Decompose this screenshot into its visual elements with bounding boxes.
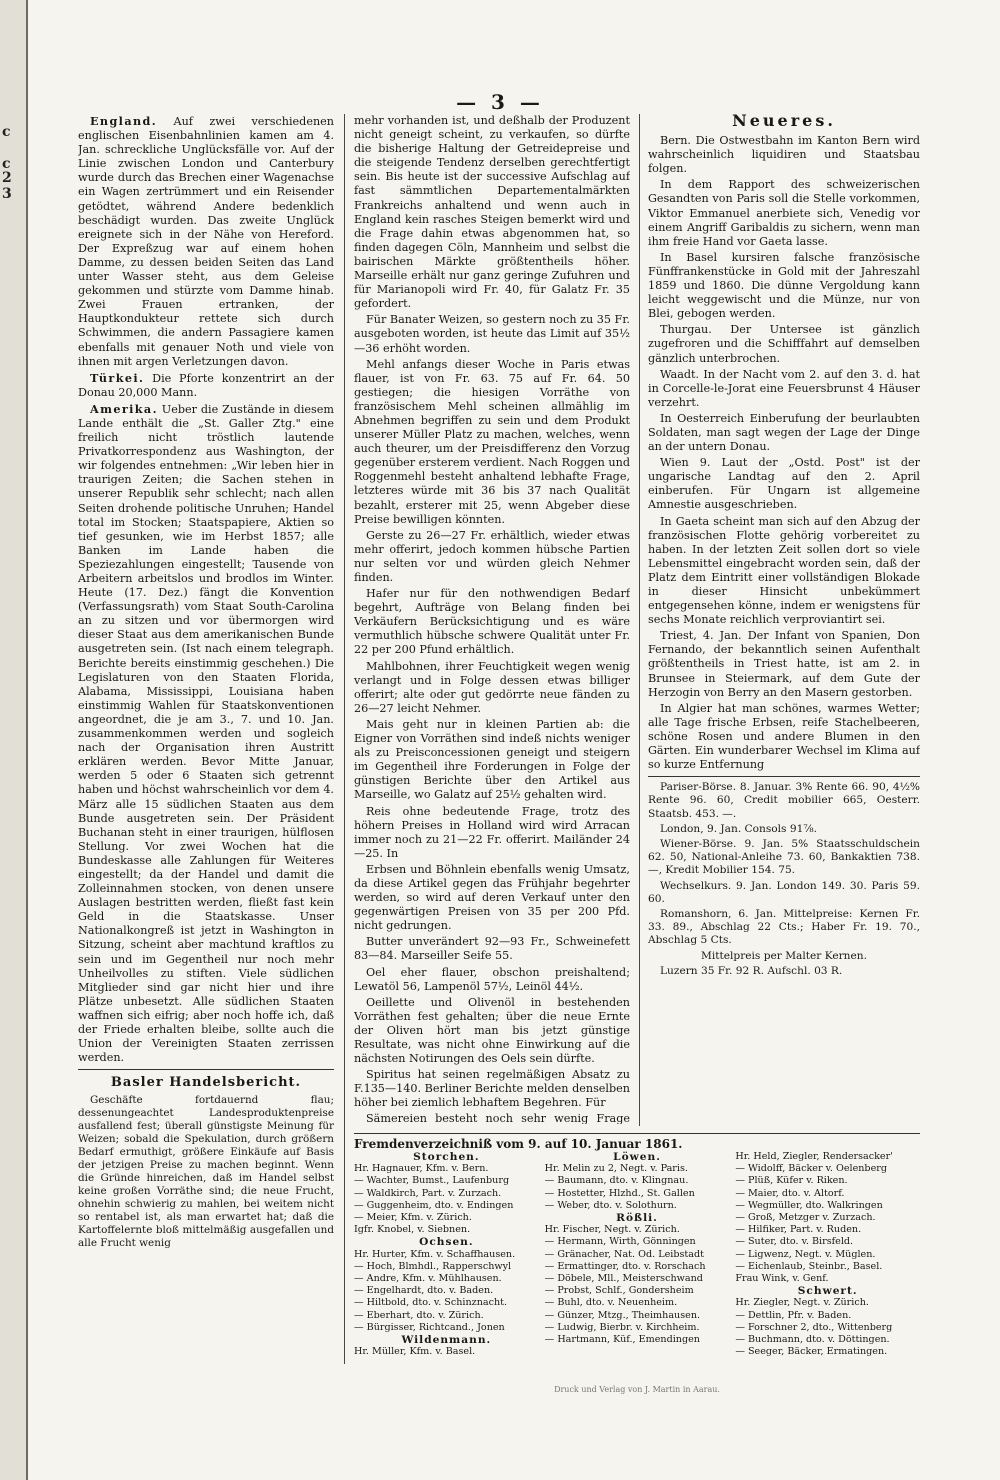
news-paragraph: Wien 9. Laut der „Ostd. Post" ist der ungarische Landtag auf den 2. April einberufen. Für Ungarn ist allgemeine Amnestie ausgeschrieben.	[648, 456, 920, 512]
guest-entry: Frau Wink, v. Genf.	[735, 1273, 829, 1285]
news-paragraph: In Algier hat man schönes, warmes Wetter; alle Tage frische Erbsen, reife Stachelbeeren, schöne Rosen und andere Blumen in den Gärten. Ein wunderbarer Wechsel im Klima auf so kurze Entfernung	[648, 701, 920, 772]
gutter-mark: 3	[2, 186, 12, 202]
guest-entry: Igfr. Knobel, v. Siebnen.	[354, 1224, 471, 1236]
guest-list-column	[354, 1151, 539, 1358]
guest-entry: — Hilfiker, Part. v. Ruden.	[735, 1224, 862, 1236]
section-heading: England.	[90, 114, 158, 128]
guest-entry: — Groß, Metzger v. Zurzach.	[735, 1212, 876, 1224]
market-paragraph: Für Banater Weizen, so gestern noch zu 35 Fr. ausgeboten worden, ist heute das Limit auf 35½—36 erhöht worden.	[354, 313, 630, 355]
news-paragraph: In Oesterreich Einberufung der beurlaubten Soldaten, man sagt wegen der Lage der Dinge an der untern Donau.	[648, 411, 920, 454]
market-paragraph: Sämereien besteht noch sehr wenig Frage	[366, 1112, 630, 1124]
news-paragraph: Triest, 4. Jan. Der Infant von Spanien, Don Fernando, der bekanntlich seinen Aufenthalt größtentheils in Triest hatte, ist am 2. in Brunsee in Steiermark, auf dem Gute der Herzogin von Berry an den Masern gestorben.	[648, 629, 920, 699]
news-paragraph: In Gaeta scheint man sich auf den Abzug der französischen Flotte gehörig vorbereitet zu haben. In der letzten Zeit sollen dort so viele Lebensmittel eingebracht worden sein, daß der Platz dem Eintritt einer vollständigen Blokade in dieser Hinsicht unbekümmert entgegensehen könne, indem er wenigstens für sechs Monate reichlich verproviantirt sei.	[648, 514, 920, 627]
exchange-report: Pariser-Börse. 8. Januar. 3% Rente 66. 90, 4½% Rente 96. 60, Credit mobilier 665, Oesterr. Staatsb. 453. —.	[648, 781, 920, 820]
news-paragraph: In dem Rapport des schweizerischen Gesandten von Paris soll die Stelle vorkommen, Viktor Emmanuel anerbiete sich, Venedig vor einem Angriff Garibaldis zu sichern, wenn man ihm freie Hand vor Gaeta lasse.	[648, 178, 920, 248]
market-paragraph: Butter unverändert 92—93 Fr., Schweinefett 83—84. Marseiller Seife 55.	[354, 935, 630, 963]
guest-list-column	[545, 1151, 730, 1358]
guest-entry: — Engelhardt, dto. v. Baden.	[354, 1285, 494, 1297]
guest-entry: — Probst, Schlf., Gondersheim	[544, 1285, 694, 1297]
market-paragraph: Reis ohne bedeutende Frage, trotz des höhern Preises in Holland wird wird Arracan immer noch zu 21—22 Fr. offerirt. Mailänder 24—25. In	[354, 804, 630, 860]
column-rule	[344, 114, 345, 1364]
exchange-report: Luzern 35 Fr. 92 R. Aufschl. 03 R.	[660, 964, 843, 977]
market-paragraph: mehr vorhanden ist, und deßhalb der Produzent nicht geneigt scheint, zu verkaufen, so dürfte die bisherige Haltung der Getreidepreise und die steigende Tendenz derselben gerechtfertigt sein. Bis heute ist der successive Aufschlag auf fast sämmtlichen Departementalmärkten Frankreichs anhaltend und wenn auch in England kein rasches Steigen bemerkt wird und die Frage dahin etwas abgenommen hat, so finden dagegen Cöln, Mannheim und selbst die bairischen Märkte größtentheils höher. Marseille erhält nur ganz geringe Zufuhren und für Marianopoli wird Fr. 40, für Galatz Fr. 35 gefordert.	[354, 114, 630, 311]
neueres-heading: Neueres.	[732, 114, 836, 130]
market-paragraph: Hafer nur für den nothwendigen Bedarf begehrt, Aufträge von Belang finden bei Verkäufern Berücksichtigung und es wäre vermuthlich hübsche schwere Qualität unter Fr. 22 per 200 Pfund erhältlich.	[354, 587, 630, 657]
news-paragraph: Thurgau. Der Untersee ist gänzlich zugefroren und die Schifffahrt auf demselben gänzlich unterbrochen.	[648, 323, 920, 365]
guest-entry: Hr. Held, Ziegler, Rendersacker'	[735, 1151, 893, 1162]
guest-entry: — Eberhart, dto. v. Zürich.	[354, 1309, 484, 1321]
guest-entry: — Eichenlaub, Steinbr., Basel.	[735, 1260, 883, 1272]
article-text: Ueber die Zustände in diesem Lande enthält die „St. Galler Ztg." eine freilich nicht tröstlich lautende Privatkorrespondenz aus Washington, der wir folgendes entnehmen: „Wir leben hier in traurigen Zeiten; die Sachen stehen in unserer Republik sehr schlecht; nach allen Seiten drohende politische Unruhen; Handel total im Stocken; Staatspapiere, Aktien so tief gesunken, wie im Herbst 1857; alle Banken im Lande haben die Speziezahlungen eingestellt; Tausende von Arbeitern arbeitslos und brodlos im Winter. Heute (17. Dez.) fängt die Konvention (Verfassungsrath) vom Staat South-Carolina an zu sitzen und vor übermorgen wird dieser Staat aus dem amerikanischen Bunde ausgetreten sein. (Ist nach einem telegraph. Berichte bereits einstimmig geschehen.) Die Legislaturen von den Staaten Florida, Alabama, Mississippi, Louisiana haben einstimmig Wahlen für Staatskonventionen angeordnet, die je am 3., 7. und 10. Jan. zusammenkommen werden und sogleich nach der Organisation ihren Austritt erklären werden. Bevor Mitte Januar, werden 5 oder 6 Staaten sich getrennt haben und höchst wahrscheinlich vor dem 4. März alle 15 südlichen Staaten aus dem Bunde ausgetreten sein. Der Präsident Buchanan steht in einer traurigen, hülflosen Stellung. Vor zwei Wochen hat die Bundeskasse alle Zahlungen für Weiteres eingestellt; da der Handel und damit die Zolleinnahmen stocken, von denen unsere Auslagen bestritten werden, fließt fast kein Geld in die Staatskasse. Unser Nationalkongreß ist jetzt in Washington in Sitzung, scheint aber machtund kraftlos zu sein und im Gegentheil nur noch mehr Unheilvolles zu stiften. Viele südlichen Mitglieder sind gar nicht hier und ihre Plätze unbesetzt. Alle südlichen Staaten waffnen sich eifrig; aber noch hoffe ich, daß der Friede erhalten bleibe, sollte auch die Union der Vereinigten Staaten zerrissen werden.	[78, 402, 334, 1065]
page-number: — 3 —	[456, 90, 544, 114]
guest-entry: — Günzer, Mtzg., Theimhausen.	[544, 1309, 701, 1321]
article-text: Auf zwei verschiedenen englischen Eisenbahnlinien kamen am 4. Jan. schreckliche Unglücksfälle vor. Auf der Linie zwischen London und Canterbury wurde durch das Brechen einer Wagenachse ein Wagen zertrümmert und ein Reisender getödtet, während Andere bedenklich beschädigt wurden. Das zweite Unglück ereignete sich in der Nähe von Hereford. Der Expreßzug war auf einem hohen Damme, zu dessen beiden Seiten das Land unter Wasser steht, aus dem Geleise gekommen und stürzte vom Damme hinab. Zwei Frauen ertranken, der Hauptkondukteur rettete sich durch Schwimmen, die andern Passagiere kamen ebenfalls mit genauer Noth und viele von ihnen mit argen Verletzungen davon.	[78, 115, 334, 368]
news-paragraph: Waadt. In der Nacht vom 2. auf den 3. d. hat in Corcelle-le-Jorat eine Feuersbrunst 4 Häuser verzehrt.	[648, 367, 920, 409]
guest-entry: — Waldkirch, Part. v. Zurzach.	[354, 1187, 502, 1199]
guest-entry: — Hostetter, Hlzhd., St. Gallen	[544, 1187, 695, 1199]
guest-entry: — Hoch, Blmhdl., Rapperschwyl	[354, 1260, 512, 1272]
guest-entry: — Seeger, Bäcker, Ermatingen.	[735, 1346, 888, 1358]
guest-entry: — Suter, dto. v. Birsfeld.	[735, 1236, 854, 1248]
basler-handelsbericht-heading: Basler Handelsbericht.	[78, 1069, 334, 1090]
guest-list	[354, 1133, 920, 1379]
market-paragraph: Mais geht nur in kleinen Partien ab: die Eigner von Vorräthen sind indeß nichts weniger als zu Preisconcessionen geneigt und steigern im Gegentheil ihre Forderungen in Folge der günstigen Berichte über den Artikel aus Marseille, wo Galatz auf 25½ gehalten wird.	[354, 717, 630, 802]
guest-entry: — Buchmann, dto. v. Döttingen.	[735, 1334, 890, 1346]
guest-entry: — Andre, Kfm. v. Mühlhausen.	[354, 1273, 502, 1285]
section-heading: Türkei.	[90, 370, 145, 385]
guest-entry: — Widolff, Bäcker v. Oelenberg	[735, 1163, 887, 1175]
market-paragraph: Mehl anfangs dieser Woche in Paris etwas flauer, ist von Fr. 63. 75 auf Fr. 64. 50 gestiegen; die hiesigen Vorräthe von französischem Mehl scheinen allmählig im Abnehmen begriffen zu sein und dem Produkt unserer Müller Platz zu machen, welches, wenn auch theurer, um der Preisdifferenz den Vorzug gegenüber ersterem verdient. Nach Roggen und Roggenmehl besteht anhaltend lebhafte Frage, letzteres würde mit 36 bis 37 nach Qualität bezahlt, ersterer mit 25, wenn Abgeber diese Preise bewilligen könnten.	[354, 357, 630, 526]
divider	[648, 776, 920, 777]
guest-entry: — Hartmann, Küf., Emendingen	[544, 1334, 700, 1346]
guest-entry: — Gränacher, Nat. Od. Leibstadt	[544, 1248, 704, 1260]
market-paragraph: Gerste zu 26—27 Fr. erhältlich, wieder etwas mehr offerirt, jedoch kommen hübsche Partien nur selten vor und würden gleich Nehmer finden.	[354, 528, 630, 584]
exchange-report: Wechselkurs. 9. Jan. London 149. 30. Paris 59. 60.	[648, 879, 920, 905]
hotel-heading: Storchen.	[413, 1151, 480, 1163]
gutter-mark: c	[2, 156, 11, 172]
guest-entry: — Hermann, Wirth, Gönningen	[544, 1236, 696, 1248]
column-rule	[639, 114, 640, 1126]
tuerkei-article	[78, 371, 334, 400]
exchange-report: London, 9. Jan. Consols 91⅞.	[660, 822, 817, 835]
guest-entry: — Weber, dto. v. Solothurn.	[544, 1199, 677, 1211]
market-paragraph: Spiritus hat seinen regelmäßigen Absatz zu F.135—140. Berliner Berichte melden denselben höher bei ziemlich lebhaftem Begehren. Für	[354, 1068, 630, 1110]
guest-entry: Hr. Ziegler, Negt. v. Zürich.	[735, 1297, 869, 1309]
england-article	[78, 114, 334, 369]
hotel-heading: Rößli.	[616, 1212, 658, 1225]
guest-entry: — Dettlin, Pfr. v. Baden.	[735, 1309, 852, 1321]
guest-entry: — Forschner 2, dto., Wittenberg	[735, 1321, 893, 1333]
market-paragraph: Erbsen und Böhnlein ebenfalls wenig Umsatz, da diese Artikel gegen das Frühjahr begehrter werden, so wird auf deren Verkauf unter den gegenwärtigen Preisen von 35 per 200 Pfd. nicht gedrungen.	[354, 862, 630, 933]
column-3	[648, 114, 920, 1124]
article-text: Die Pforte konzentrirt an der Donau 20,000 Mann.	[78, 371, 334, 399]
market-paragraph: Oel eher flauer, obschon preishaltend; Lewatöl 56, Lampenöl 57½, Leinöl 44½.	[354, 965, 630, 993]
guest-entry: — Hiltbold, dto. v. Schinznacht.	[354, 1297, 508, 1309]
guest-entry: — Wachter, Bumst., Laufenburg	[354, 1175, 510, 1187]
guest-entry: — Döbele, Mll., Meisterschwand	[544, 1273, 703, 1285]
news-paragraph: Bern. Die Ostwestbahn im Kanton Bern wird wahrscheinlich liquidiren und Staatsbau folgen.	[648, 134, 920, 176]
hotel-heading: Ochsen.	[419, 1236, 474, 1249]
exchange-report: Wiener-Börse. 9. Jan. 5% Staatsschuldschein 62. 50, National-Anleihe 73. 60, Bankaktien 738. —, Kredit Mobilier 154. 75.	[648, 838, 920, 877]
market-paragraph: Mahlbohnen, ihrer Feuchtigkeit wegen wenig verlangt und in Folge dessen etwas billiger offerirt; alte oder gut gedörrte neue fänden zu 26—27 leicht Nehmer.	[354, 659, 630, 715]
guest-entry: — Wegmüller, dto. Walkringen	[735, 1199, 883, 1211]
exchange-report: Romanshorn, 6. Jan. Mittelpreise: Kernen Fr. 33. 89., Abschlag 22 Cts.; Haber Fr. 19. 70., Abschlag 5 Cts.	[648, 908, 920, 947]
guest-entry: Hr. Hagnauer, Kfm. v. Bern.	[354, 1163, 489, 1175]
hotel-heading: Wildenmann.	[401, 1334, 492, 1347]
basler-handelsbericht-text: Geschäfte fortdauernd flau; dessenungeachtet Landesproduktenpreise ausfallend fest; überall günstigste Meinung für Weizen; sobald die Spekulation, durch größern Bedarf ermuthigt, größere Einkäufe auf Basis der jetzigen Preise zu machen beginnt. Wenn die Gründe hinreichen, daß im Handel selbst keine großen Vorräthe sind; die neue Frucht, ohnehin schwierig zu mahlen, bei weitem nicht so rentabel ist, als man erwartet hat; daß die Kartoffelernte bloß mittelmäßig ausgefallen und alle Frucht wenig	[78, 1094, 334, 1250]
hotel-heading: Schwert.	[797, 1285, 858, 1298]
market-paragraph: Oeillette und Olivenöl in bestehenden Vorräthen fest gehalten; über die neue Ernte der Oliven hört man bis jetzt günstige Resultate, was nicht ohne Einwirkung auf die nächsten Notirungen des Oels sein dürfte.	[354, 995, 630, 1066]
gutter-mark: 2	[2, 170, 12, 186]
guest-list-column	[735, 1151, 920, 1358]
column-2	[354, 114, 630, 1124]
guest-entry: Hr. Fischer, Negt. v. Zürich.	[544, 1224, 680, 1236]
guest-entry: Hr. Müller, Kfm. v. Basel.	[354, 1346, 476, 1358]
guest-entry: — Ligwenz, Negt. v. Müglen.	[735, 1248, 876, 1260]
guest-entry: — Buhl, dto. v. Neuenheim.	[544, 1297, 678, 1309]
column-1	[78, 114, 334, 1374]
guest-entry: — Meier, Kfm. v. Zürich.	[354, 1212, 472, 1224]
section-heading: Amerika.	[90, 401, 158, 416]
guest-entry: Hr. Hurter, Kfm. v. Schaffhausen.	[354, 1248, 516, 1260]
guest-entry: — Ermattinger, dto. v. Rorschach	[544, 1260, 706, 1272]
news-paragraph: In Basel kursiren falsche französische Fünffrankenstücke in Gold mit der Jahreszahl 1859 und 1860. Die dünne Vergoldung kann leicht weggewischt und die Münze, nur von Blei, gebogen werden.	[648, 250, 920, 321]
hotel-heading: Löwen.	[613, 1151, 661, 1163]
guest-entry: — Guggenheim, dto. v. Endingen	[354, 1199, 514, 1211]
guest-entry: Hr. Melin zu 2, Negt. v. Paris.	[544, 1163, 688, 1175]
guest-entry: — Ludwig, Bierbr. v. Kirchheim.	[544, 1321, 700, 1333]
exchange-reports	[648, 781, 920, 978]
amerika-article	[78, 402, 334, 1065]
left-margin-strip	[0, 0, 28, 1480]
guest-list-title: Fremdenverzeichniß vom 9. auf 10. Januar 1861.	[354, 1133, 920, 1151]
gutter-mark: c	[2, 124, 11, 140]
guest-entry: — Bürgisser, Richtcand., Jonen	[354, 1321, 505, 1333]
guest-entry: — Baumann, dto. v. Klingnau.	[544, 1175, 689, 1187]
printer-imprint: Druck und Verlag von J. Martin in Aarau.	[554, 1385, 720, 1394]
guest-entry: — Maier, dto. v. Altorf.	[735, 1187, 845, 1199]
exchange-report: Mittelpreis per Malter Kernen.	[701, 949, 867, 962]
guest-entry: — Plüß, Küfer v. Riken.	[735, 1175, 848, 1187]
